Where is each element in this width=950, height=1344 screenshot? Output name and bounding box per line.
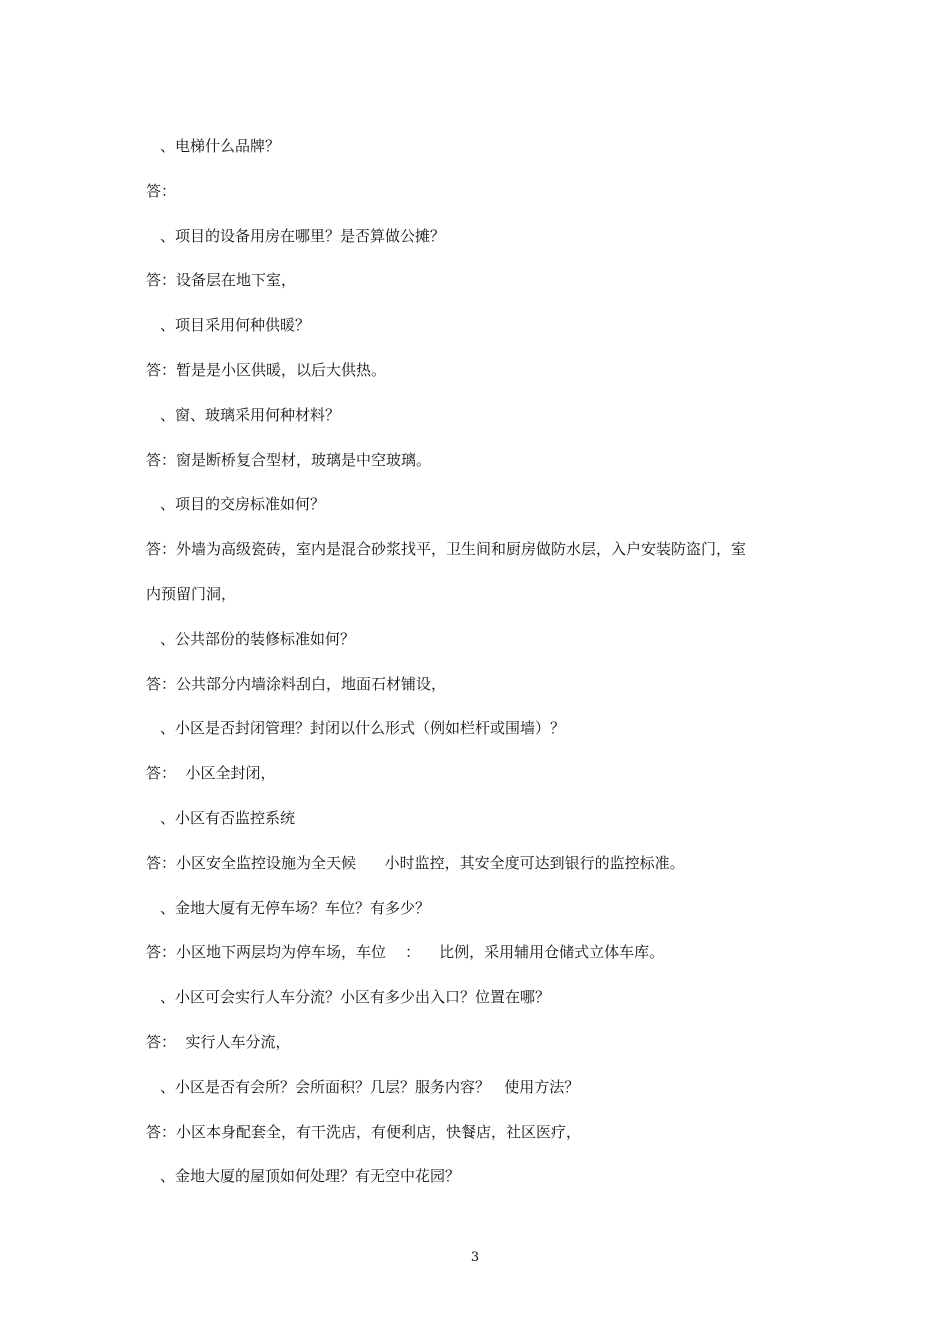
question-12: 、金地大厦的屋顶如何处理？有无空中花园？ (160, 1167, 461, 1185)
question-7: 、小区是否封闭管理？封闭以什么形式（例如栏杆或围墙）？ (160, 719, 566, 737)
answer-7: 答： 小区全封闭， (146, 764, 276, 782)
question-5: 、项目的交房标准如何？ (160, 495, 326, 513)
question-2: 、项目的设备用房在哪里？是否算做公摊？ (160, 227, 446, 245)
page-number: 3 (470, 1250, 480, 1265)
answer-11: 答：小区本身配套全，有干洗店，有便利店，快餐店，社区医疗， (146, 1123, 582, 1141)
answer-6: 答：公共部分内墙涂料刮白，地面石材铺设， (146, 675, 447, 693)
question-1: 、电梯什么品牌？ (160, 137, 281, 155)
question-9: 、金地大厦有无停车场？车位？有多少？ (160, 899, 431, 917)
question-10: 、小区可会实行人车分流？小区有多少出入口？位置在哪？ (160, 988, 551, 1006)
answer-2: 答：设备层在地下室， (146, 271, 297, 289)
question-11: 、小区是否有会所？会所面积？几层？服务内容？ 使用方法？ (160, 1078, 580, 1096)
answer-5: 答：外墙为高级瓷砖，室内是混合砂浆找平，卫生间和厨房做防水层，入户安装防盗门，室 (146, 540, 747, 558)
question-4: 、窗、玻璃采用何种材料？ (160, 406, 341, 424)
answer-3: 答：暂是是小区供暖，以后大供热。 (146, 361, 387, 379)
answer-4: 答：窗是断桥复合型材，玻璃是中空玻璃。 (146, 451, 432, 469)
answer-5-continued: 内预留门洞， (146, 585, 237, 603)
answer-8: 答：小区安全监控设施为全天候 小时监控，其安全度可达到银行的监控标准。 (146, 854, 685, 872)
answer-1: 答： (146, 182, 177, 200)
question-3: 、项目采用何种供暖？ (160, 316, 311, 334)
answer-9: 答：小区地下两层均为停车场，车位 ： 比例，采用辅用仓储式立体车库。 (146, 943, 665, 961)
answer-10: 答： 实行人车分流， (146, 1033, 291, 1051)
question-6: 、公共部份的装修标准如何？ (160, 630, 356, 648)
question-8: 、小区有否监控系统 (160, 809, 296, 827)
